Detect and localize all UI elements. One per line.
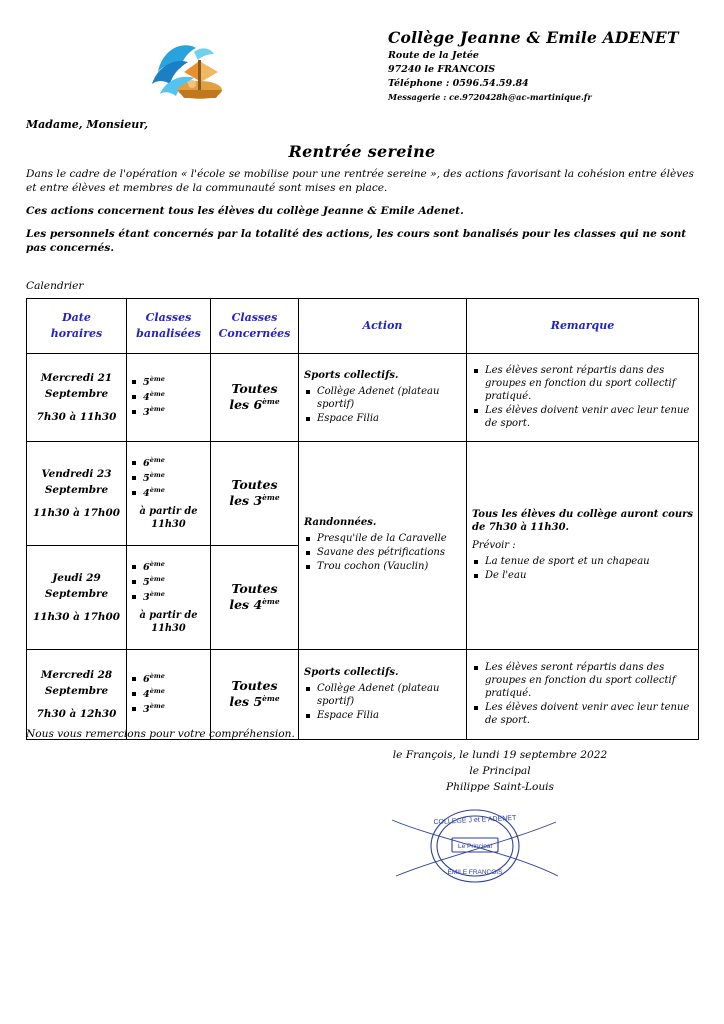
row4-date [27, 650, 127, 740]
school-identity [388, 28, 708, 102]
signature-block [330, 748, 670, 796]
row4-ban-item: 6ème [132, 672, 205, 687]
row3-ban-item: 6ème [132, 560, 205, 575]
row4-banalisees [127, 650, 211, 740]
row1-date-line2: Septembre [44, 387, 109, 400]
calendar-label: Calendrier [26, 280, 84, 292]
intro-paragraphs [26, 168, 698, 265]
intro-paragraph-2: Ces actions concernent tous les élèves du collège Jeanne & Emile Adenet. [26, 204, 464, 217]
row2-banalisees [127, 442, 211, 546]
column-header-remarque: Remarque [467, 299, 699, 354]
school-address: Route de la Jetée [388, 50, 479, 61]
closing-thanks: Nous vous remercions pour votre compréhension. [26, 728, 295, 740]
row1-ban-item: 4ème [132, 390, 205, 405]
table-row [27, 442, 699, 546]
row1-remarque [467, 354, 699, 442]
school-city: 97240 le FRANCOIS [388, 64, 496, 75]
row2-date [27, 442, 127, 546]
row2-remarque-item: De l'eau [472, 569, 693, 582]
row2-ban-item: 4ème [132, 486, 205, 501]
row4-ban-item: 4ème [132, 687, 205, 702]
row4-conc-line2: les 5ème [229, 694, 280, 710]
schedule-table [26, 298, 699, 740]
table-row [27, 354, 699, 442]
school-email: Messagerie : ce.9720428h@ac-martinique.fr [388, 92, 592, 102]
row3-conc-line1: Toutes [231, 580, 278, 596]
row4-date-line1: Mercredi 28 [40, 668, 113, 681]
column-header-banalisees: Classes banalisées [127, 299, 211, 354]
row1-concernees [211, 354, 299, 442]
row2-ban-note: à partir de 11h30 [139, 505, 198, 531]
column-header-date-line1: Date [62, 310, 91, 324]
row1-ban-item: 5ème [132, 375, 205, 390]
row2-ban-item: 6ème [132, 456, 205, 471]
row4-concernees [211, 650, 299, 740]
rows2-3-remarque [467, 442, 699, 650]
svg-text:COLLEGE J et E ADENET: COLLEGE J et E ADENET [433, 814, 517, 827]
row3-date-line3: 11h30 à 17h00 [33, 611, 120, 624]
signature-place-date: le François, le lundi 19 septembre 2022 [392, 749, 608, 761]
row3-date-line1: Jeudi 29 [52, 571, 101, 584]
svg-text:EMILE FRANCOIS: EMILE FRANCOIS [447, 869, 503, 876]
column-header-concernees: Classes Concernées [211, 299, 299, 354]
row2-conc-line1: Toutes [231, 476, 278, 492]
row1-remarque-item: Les élèves seront répartis dans des groupes en fonction du sport collectif pratiqué. [472, 364, 693, 404]
row3-banalisees [127, 546, 211, 650]
row4-remarque-item: Les élèves seront répartis dans des groupes en fonction du sport collectif pratiqué. [472, 661, 693, 701]
row2-ban-item: 5ème [132, 471, 205, 486]
row4-remarque [467, 650, 699, 740]
row1-banalisees [127, 354, 211, 442]
row1-action-item: Collège Adenet (plateau sportif) [304, 385, 461, 411]
row2-action-item: Trou cochon (Vauclin) [304, 560, 461, 573]
row2-action-item: Savane des pétrifications [304, 546, 461, 559]
row1-date [27, 354, 127, 442]
row2-date-line1: Vendredi 23 [41, 467, 112, 480]
row1-action-title: Sports collectifs. [304, 369, 399, 381]
row4-action [299, 650, 467, 740]
row4-action-item: Espace Filia [304, 709, 461, 722]
row3-conc-line2: les 4ème [229, 597, 280, 613]
official-stamp-icon [390, 800, 560, 890]
salutation: Madame, Monsieur, [26, 118, 149, 131]
row4-remarque-item: Les élèves doivent venir avec leur tenue de sport. [472, 701, 693, 727]
page-title: Rentrée sereine [288, 142, 436, 161]
row3-ban-item: 5ème [132, 575, 205, 590]
svg-text:Le Principal: Le Principal [458, 843, 492, 850]
row4-conc-line1: Toutes [231, 677, 278, 693]
row2-action-title: Randonnées. [304, 517, 377, 529]
row3-date [27, 546, 127, 650]
row1-action-item: Espace Filia [304, 412, 461, 425]
row3-date-line2: Septembre [44, 587, 109, 600]
row4-action-item: Collège Adenet (plateau sportif) [304, 682, 461, 708]
row2-remarque-strong: Tous les élèves du collège auront cours de 7h30 à 11h30. [472, 508, 693, 534]
signature-name: Philippe Saint-Louis [446, 780, 554, 793]
row1-remarque-item: Les élèves doivent venir avec leur tenue de sport. [472, 404, 693, 430]
table-header-row [27, 299, 699, 354]
school-phone: Téléphone : 0596.54.59.84 [388, 78, 529, 89]
school-name: Collège Jeanne & Emile ADENET [388, 28, 679, 47]
row2-concernees [211, 442, 299, 546]
row2-conc-line2: les 3ème [229, 493, 280, 509]
intro-paragraph-1: Dans le cadre de l'opération « l'école se mobilise pour une rentrée sereine », des actions favorisant la cohésion entre élèves et entre élèves et membres de la communauté sont mises en place. [26, 168, 694, 194]
row1-date-line1: Mercredi 21 [40, 371, 113, 384]
column-header-action: Action [299, 299, 467, 354]
row1-conc-line2: les 6ème [229, 397, 280, 413]
row1-action [299, 354, 467, 442]
letter-header [0, 22, 724, 117]
row1-date-line3: 7h30 à 11h30 [36, 411, 117, 424]
row1-conc-line1: Toutes [231, 380, 278, 396]
row4-ban-item: 3ème [132, 702, 205, 717]
row4-date-line2: Septembre [44, 684, 109, 697]
row4-date-line3: 7h30 à 12h30 [36, 708, 117, 721]
row2-remarque-item: La tenue de sport et un chapeau [472, 555, 693, 568]
row4-action-title: Sports collectifs. [304, 666, 399, 678]
row3-ban-note: à partir de 11h30 [139, 609, 198, 635]
rows2-3-action [299, 442, 467, 650]
school-logo-icon [148, 32, 238, 110]
intro-paragraph-3: Les personnels étant concernés par la totalité des actions, les cours sont banalisés pour les classes qui ne sont pas concernés. [26, 227, 687, 254]
row2-date-line3: 11h30 à 17h00 [33, 507, 120, 520]
row2-action-item: Presqu'ile de la Caravelle [304, 532, 461, 545]
row3-concernees [211, 546, 299, 650]
row3-ban-item: 3ème [132, 590, 205, 605]
table-row [27, 650, 699, 740]
signature-role: le Principal [469, 764, 531, 777]
column-header-date-line2: horaires [50, 327, 103, 340]
row1-ban-item: 3ème [132, 405, 205, 420]
row2-remarque-prevoir: Prévoir : [472, 540, 516, 552]
row2-date-line2: Septembre [44, 483, 109, 496]
column-header-date [27, 299, 127, 354]
